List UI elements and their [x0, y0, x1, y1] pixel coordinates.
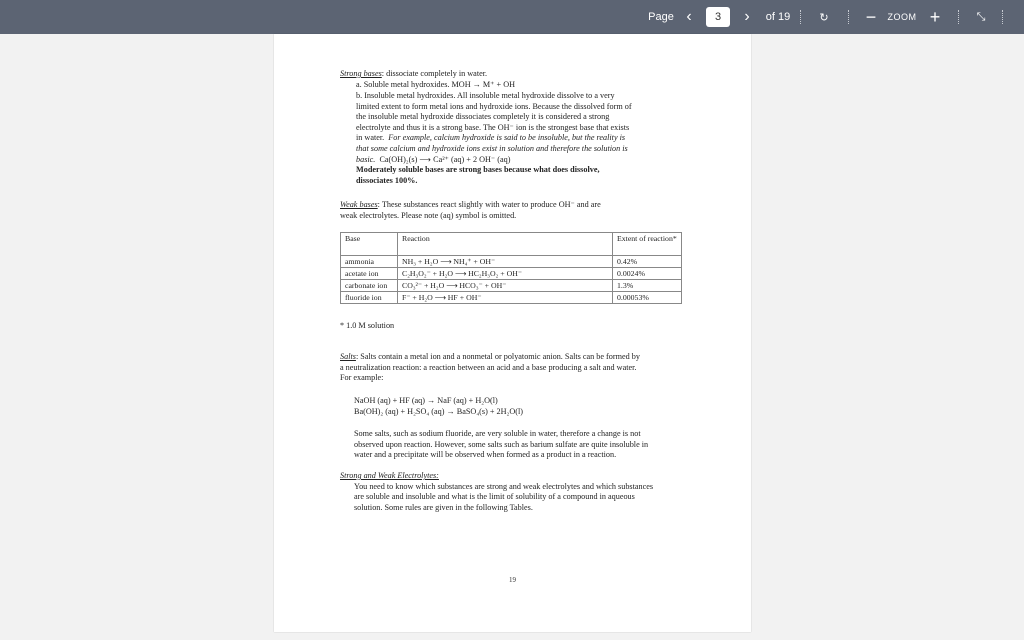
table-row: [341, 256, 682, 268]
weak-bases-heading: Weak bases: [340, 200, 378, 209]
table-header: Base: [341, 233, 398, 256]
table-header-row: [341, 233, 682, 256]
weak-base-reaction-table: [340, 232, 682, 304]
strong-bases-intro-text: : dissociate completely in water.: [381, 69, 488, 78]
table-row: [341, 280, 682, 292]
salt-equations: [354, 396, 523, 417]
table-cell: NH₃ + H₂O ⟶ NH₄⁺ + OH⁻: [398, 256, 613, 268]
text-line: a neutralization reaction: a reaction between an acid and a base producing a salt and water.: [340, 362, 637, 372]
table-cell: fluoride ion: [341, 292, 398, 304]
text-line: [340, 352, 690, 363]
toolbar-divider: [958, 10, 960, 24]
pdf-toolbar: [0, 0, 1024, 34]
text-line: [340, 200, 601, 211]
text-line: [356, 155, 686, 166]
text-line: weak electrolytes. Please note (aq) symbol is omitted.: [340, 210, 517, 220]
next-page-icon[interactable]: ›: [744, 8, 750, 25]
toolbar-divider: [848, 10, 850, 24]
table-header: Extent of reaction*: [613, 233, 682, 256]
document-page: [274, 34, 751, 632]
table-cell: C₂H₃O₂⁻ + H₂O ⟶ HC₂H₃O₂ + OH⁻: [398, 268, 613, 280]
zoom-out-icon[interactable]: −: [865, 6, 877, 27]
table-row: [341, 268, 682, 280]
salts-heading: Salts: [340, 352, 356, 361]
text-line: [356, 133, 686, 144]
zoom-in-icon[interactable]: +: [929, 6, 941, 27]
text-line: solution. Some rules are given in the following Tables.: [354, 502, 533, 512]
text-span: : These substances react slightly with water to produce OH⁻ and are: [377, 200, 601, 209]
text-line: are soluble and insoluble and what is the limit of solubility of a compound in aqueous: [354, 492, 635, 502]
fullscreen-icon[interactable]: ⤡: [976, 10, 986, 23]
strong-bases-item-b: [356, 91, 686, 186]
electrolytes-heading: Strong and Weak Electrolytes:: [340, 471, 439, 480]
weak-bases-paragraph: [340, 200, 601, 221]
strong-bases-heading: Strong bases: [340, 69, 382, 78]
page-count-label: of 19: [765, 11, 791, 23]
page-label: Page: [648, 11, 674, 23]
table-cell: ammonia: [341, 256, 398, 268]
text-line: electrolyte and thus it is a strong base. The OH⁻ ion is the strongest base that exists: [356, 122, 630, 132]
table-header: Reaction: [398, 233, 613, 256]
salts-paragraph: [340, 352, 690, 384]
table-row: [341, 292, 682, 304]
strong-bases-intro: [340, 69, 487, 80]
table-cell: carbonate ion: [341, 280, 398, 292]
text-line: Some salts, such as sodium fluoride, are very soluble in water, therefore a change is not: [354, 429, 641, 438]
text-line: b. Insoluble metal hydroxides. All insoluble metal hydroxide dissolve to a very: [356, 91, 615, 100]
text-line: limited extent to form metal ions and hydroxide ions. Because the dissolved form of: [356, 101, 632, 111]
toolbar-divider: [800, 10, 802, 24]
text-span: : Salts contain a metal ion and a nonmetal or polyatomic anion. Salts can be formed by: [355, 352, 640, 361]
text-line: observed upon reaction. However, some salts such as barium sulfate are quite insoluble in: [354, 439, 649, 449]
page-footer-number: 19: [509, 576, 516, 584]
toolbar-divider: [1002, 10, 1004, 24]
electrolytes-paragraph: [340, 471, 690, 513]
table-cell: 0.42%: [613, 256, 682, 268]
table-cell: 1.3%: [613, 280, 682, 292]
text-span: For example, calcium hydroxide is said to be insoluble, but the reality is: [388, 133, 626, 143]
text-line: For example:: [340, 373, 384, 383]
rotate-icon[interactable]: ↻: [819, 11, 829, 24]
previous-page-icon[interactable]: ‹: [686, 8, 692, 25]
table-cell: 0.00053%: [613, 292, 682, 304]
table-cell: CO₃²⁻ + H₂O ⟶ HCO₃⁻ + OH⁻: [398, 280, 613, 292]
text-line: Moderately soluble bases are strong bases because what does dissolve,: [356, 165, 600, 175]
text-span: in water.: [356, 133, 385, 143]
zoom-label: ZOOM: [887, 12, 917, 22]
text-line: water and a precipitate will be observed when formed as a product in a reaction.: [354, 450, 617, 460]
table-cell: 0.0024%: [613, 268, 682, 280]
text-span: Ca(OH)₂(s) ⟶ Ca²⁺ (aq) + 2 OH⁻ (aq): [379, 154, 511, 164]
text-line: You need to know which substances are strong and weak electrolytes and which substances: [354, 481, 654, 491]
salts-solubility-paragraph: [354, 429, 689, 461]
text-line: that some calcium and hydroxide ions exist in solution and therefore the solution is: [356, 143, 628, 153]
table-cell: F⁻ + H₂O ⟶ HF + OH⁻: [398, 292, 613, 304]
text-line: the insoluble metal hydroxide dissociates completely it is considered a strong: [356, 112, 610, 122]
table-footnote: * 1.0 M solution: [340, 321, 395, 330]
table-cell: acetate ion: [341, 268, 398, 280]
strong-bases-item-a: a. Soluble metal hydroxides. MOH → M⁺ + OH: [356, 80, 516, 89]
text-span: basic.: [356, 154, 376, 164]
equation: Ba(OH)₂ (aq) + H₂SO₄ (aq) → BaSO₄(s) + 2H₂O(l): [354, 406, 524, 416]
page-number-input[interactable]: 3: [706, 7, 730, 27]
equation: NaOH (aq) + HF (aq) → NaF (aq) + H₂O(l): [354, 396, 498, 405]
text-line: dissociates 100%.: [356, 175, 418, 185]
